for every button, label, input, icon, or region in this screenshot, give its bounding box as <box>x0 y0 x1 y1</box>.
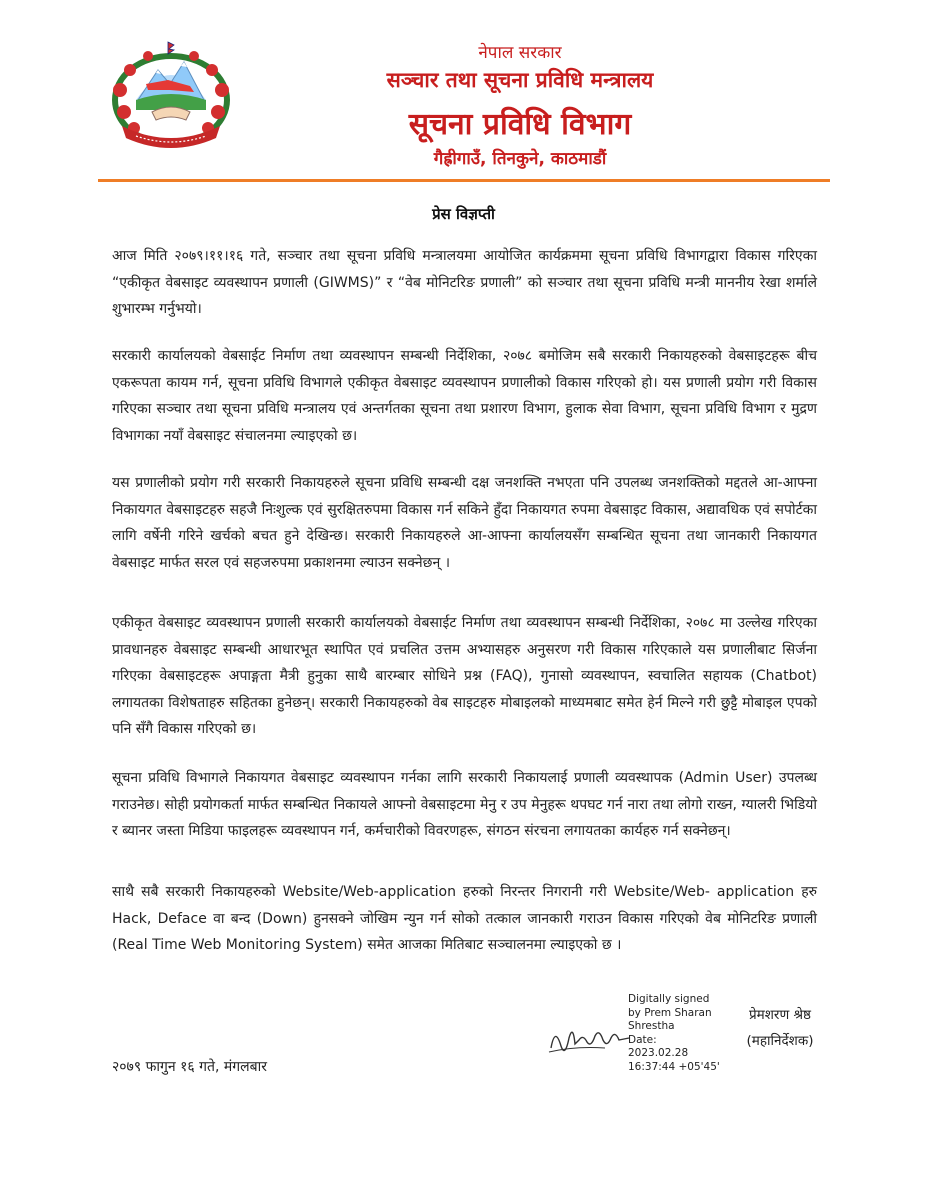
paragraph: आज मिति २०७९।११।१६ गते, सञ्चार तथा सूचना प्रविधि मन्त्रालयमा आयोजित कार्यक्रममा सूचना प्रविधि विभागद्वारा विकास गरिएका “एकीकृत वेबसाइट व्यवस्थापन प्रणाली (GIWMS)” र “वेब मोनिटरिङ प्रणाली” को सञ्चार तथा सूचना प्रविधि मन्त्री माननीय रेखा शर्माले शुभारम्भ गर्नुभयो। <box>112 248 817 317</box>
paragraph: सूचना प्रविधि विभागले निकायगत वेबसाइट व्यवस्थापन गर्नका लागि सरकारी निकायलाई प्रणाली व्यवस्थापक (Admin User) उपलब्ध गराउनेछ। सोही प्रयोगकर्ता मार्फत सम्बन्धित निकायले आफ्नो वेबसाइटमा मेनु र उप मेनुहरू थपघट गर्न नारा तथा लोगो राख्न, ग्यालरी भिडियो र ब्यानर जस्ता मिडिया फाइलहरू व्यवस्थापन गर्न, कर्मचारीको विवरणहरू, संगठन संरचना लगायतका कार्यहरु गर्न सक्नेछन्। <box>112 770 817 839</box>
nepal-emblem-icon <box>108 40 234 152</box>
digital-signature-line: Digitally signed <box>628 993 710 1005</box>
paragraph: यस प्रणालीको प्रयोग गरी सरकारी निकायहरुले सूचना प्रविधि सम्बन्धी दक्ष जनशक्ति नभएता पनि उपलब्ध जनशक्तिको मद्दतले आ-आफ्ना निकायगत वेबसाइटहरु सहजै निःशुल्क एवं सुरक्षितरुपमा विकास गर्न सकिने हुँदा निकायगत रुपमा वेबसाइट विकास, अद्यावधिक एवं सपोर्टका लागि वर्षेनी गरिने खर्चको बचत हुने देखिन्छ। सरकारी निकायहरुले आ-आफ्ना कार्यालयसँग सम्बन्धित सूचना तथा जानकारी निकायगत वेबसाइट मार्फत सरल एवं सहजरुपमा प्रकाशनमा ल्याउन सक्नेछन् । <box>112 475 817 571</box>
digital-signature-line: by Prem Sharan <box>628 1006 712 1019</box>
digital-signature-info <box>628 993 723 1074</box>
government-name: नेपाल सरकार <box>478 43 562 63</box>
digital-signature-line: Shrestha <box>628 1020 675 1032</box>
document-date: २०७९ फागुन १६ गते, मंगलबार <box>112 1059 267 1075</box>
department-address: गैह्रीगाउँ, तिनकुने, काठमाडौं <box>433 149 607 169</box>
paragraph: साथै सबै सरकारी निकायहरुको Website/Web-application हरुको निरन्तर निगरानी गरी Website/Web- application हरु Hack, Deface वा बन्द (Down) हुनसक्ने जोखिम न्युन गर्न सोको तत्काल जानकारी गराउन विकास गरिएको वेब मोनिटरिङ प्रणाली (Real Time Web Monitoring System) समेत आजका मितिबाट सञ्चालनमा ल्याइएको छ । <box>112 884 817 953</box>
signer-name: प्रेमशरण श्रेष्ठ <box>748 1007 812 1023</box>
digital-signature-line: Date: <box>628 1033 657 1046</box>
digital-signature-line: 16:37:44 +05'45' <box>628 1060 720 1073</box>
ministry-name: सञ्चार तथा सूचना प्रविधि मन्त्रालय <box>386 68 654 92</box>
signer-title: (महानिर्देशक) <box>746 1033 814 1049</box>
department-name: सूचना प्रविधि विभाग <box>408 107 632 142</box>
document-title: प्रेस विज्ञप्ती <box>432 205 495 223</box>
paragraph: एकीकृत वेबसाइट व्यवस्थापन प्रणाली सरकारी कार्यालयको वेबसाईट निर्माण तथा व्यवस्थापन सम्बन्धी निर्देशिका, २०७८ मा उल्लेख गरिएका प्रावधानहरु वेबसाइट सम्बन्धी आधारभूत स्थापित एवं प्रचलित उत्तम अभ्यासहरु अनुसरण गरी विकास गरिएकाले यस प्रणालीबाट सिर्जना गरिएका वेबसाइटहरू अपाङ्गता मैत्री हुनुका साथै बारम्बार सोधिने प्रश्न (FAQ), गुनासो व्यवस्थापन, स्वचालित सहायक (Chatbot) लगायतका विशेषताहरु सहितका हुनेछन्। सरकारी निकायहरुको वेब साइटहरु मोबाइलको माध्यमबाट समेत हेर्न मिल्ने गरी छुट्टै मोबाइल एपको पनि सँगै विकास गरिएको छ। <box>112 615 817 737</box>
header-divider <box>98 179 830 182</box>
paragraph: सरकारी कार्यालयको वेबसाईट निर्माण तथा व्यवस्थापन सम्बन्धी निर्देशिका, २०७८ बमोजिम सबै सरकारी निकायहरुको वेबसाइटहरू बीच एकरूपता कायम गर्न, सूचना प्रविधि विभागले एकीकृत वेबसाइट व्यवस्थापन प्रणालीको विकास गरिएको हो। यस प्रणाली प्रयोग गरी विकास गरिएका सञ्चार तथा सूचना प्रविधि मन्त्रालय एवं अन्तर्गतका सूचना तथा प्रशारण विभाग, हुलाक सेवा विभाग, सूचना प्रविधि विभाग र मुद्रण विभागका नयाँ वेबसाइट संचालनमा ल्याइएको छ। <box>112 348 817 444</box>
digital-signature-line: 2023.02.28 <box>628 1047 689 1059</box>
handwritten-signature-icon <box>545 1018 635 1062</box>
signer-block <box>730 1002 830 1054</box>
